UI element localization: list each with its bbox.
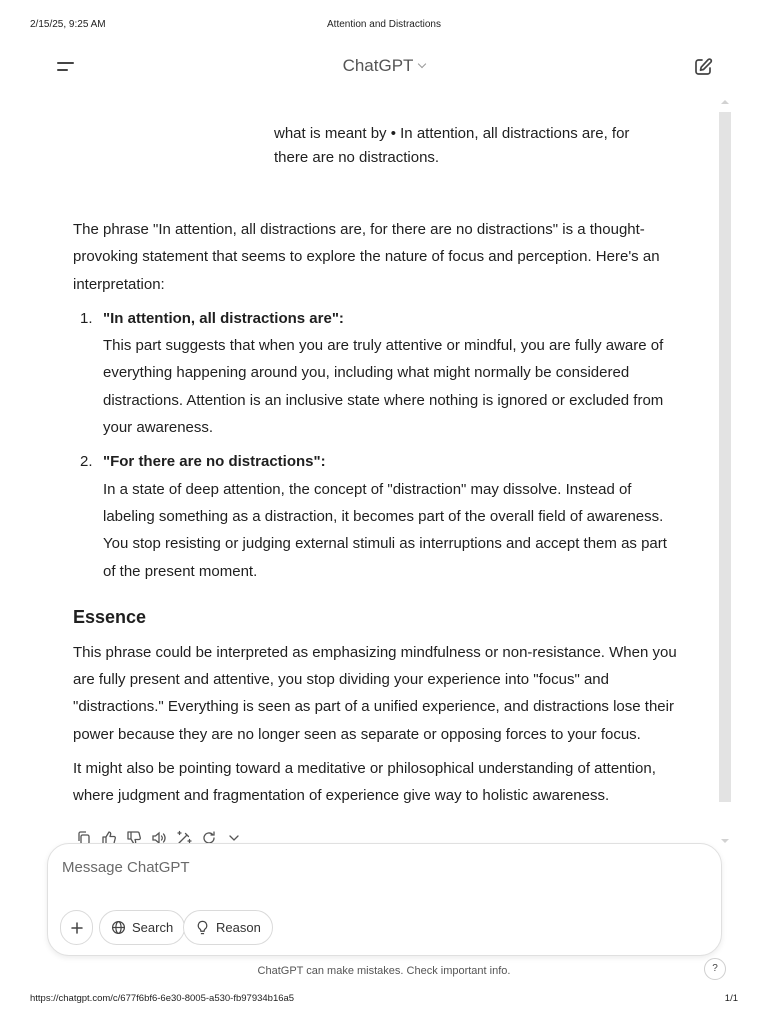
essence-paragraph-1: This phrase could be interpreted as emphasizing mindfulness or non-resistance. When you are fully present and attentive, you stop dividing your experience into "focus" and "distractions." Everything is seen as part of a unified experience, and distractions lose their power because they are no longer seen as separate or opposing forces to your focus. — [73, 643, 677, 743]
list-item — [73, 448, 678, 584]
scroll-down-arrow[interactable] — [721, 839, 729, 843]
print-page-number: 1/1 — [724, 993, 738, 1004]
disclaimer-text: ChatGPT can make mistakes. Check important info. — [257, 965, 511, 977]
edit-pencil-icon[interactable] — [692, 56, 714, 78]
assistant-message — [73, 216, 678, 817]
model-switcher[interactable] — [343, 56, 426, 76]
message-input[interactable] — [62, 854, 662, 880]
chat-topbar — [0, 52, 768, 82]
print-header — [0, 19, 768, 33]
attach-button[interactable] — [60, 910, 93, 945]
list-item-body: This part suggests that when you are truly attentive or mindful, you are fully aware of everything happening around you, including what might normally be considered distractions. Attention is an inclusive state where nothing is ignored or excluded from your awareness. — [103, 337, 664, 437]
interpretation-list — [73, 305, 678, 585]
plus-icon — [69, 920, 85, 936]
help-button[interactable]: ? — [704, 958, 726, 980]
list-item-body: In a state of deep attention, the concept of "distraction" may dissolve. Instead of labeling something as a distraction, it becomes part of the overall field of awareness. You stop resisting or judging external stimuli as interruptions and accept them as part of the present moment. — [103, 480, 667, 580]
print-footer — [0, 993, 768, 1007]
print-doc-title: Attention and Distractions — [327, 19, 441, 30]
lightbulb-icon — [195, 920, 210, 935]
essence-paragraph-2: It might also be pointing toward a meditative or philosophical understanding of attention, where judgment and fragmentation of experience give way to holistic awareness. — [73, 760, 656, 805]
scroll-up-arrow[interactable] — [721, 100, 729, 104]
list-item-title: "For there are no distractions": — [103, 453, 326, 471]
print-url: https://chatgpt.com/c/677f6bf6-6e30-8005-a530-fb97934b16a5 — [30, 993, 295, 1004]
reason-button-label: Reason — [216, 920, 261, 935]
print-datetime: 2/15/25, 9:25 AM — [30, 19, 106, 30]
search-button-label: Search — [132, 920, 174, 935]
message-composer — [47, 843, 722, 956]
scrollbar[interactable] — [719, 112, 731, 802]
list-item-title: "In attention, all distractions are": — [103, 309, 344, 327]
model-switcher-wrap — [0, 56, 768, 76]
search-button[interactable] — [99, 910, 185, 945]
list-item — [73, 305, 678, 441]
reason-button[interactable] — [183, 910, 273, 945]
assistant-intro: The phrase "In attention, all distractions are, for there are no distractions" is a thought-provoking statement that seems to explore the nature of focus and perception. Here's an interpretation: — [73, 221, 660, 293]
list-item-number: 2. — [80, 453, 93, 471]
user-message — [274, 122, 664, 170]
section-heading-essence: Essence — [73, 606, 147, 627]
list-item-number: 1. — [80, 309, 93, 327]
user-message-line: there are no distractions. — [274, 149, 440, 166]
model-name: ChatGPT — [342, 56, 414, 75]
user-message-line: what is meant by • In attention, all distractions are, for — [274, 125, 630, 142]
chevron-down-icon — [418, 60, 426, 68]
globe-icon — [111, 920, 126, 935]
